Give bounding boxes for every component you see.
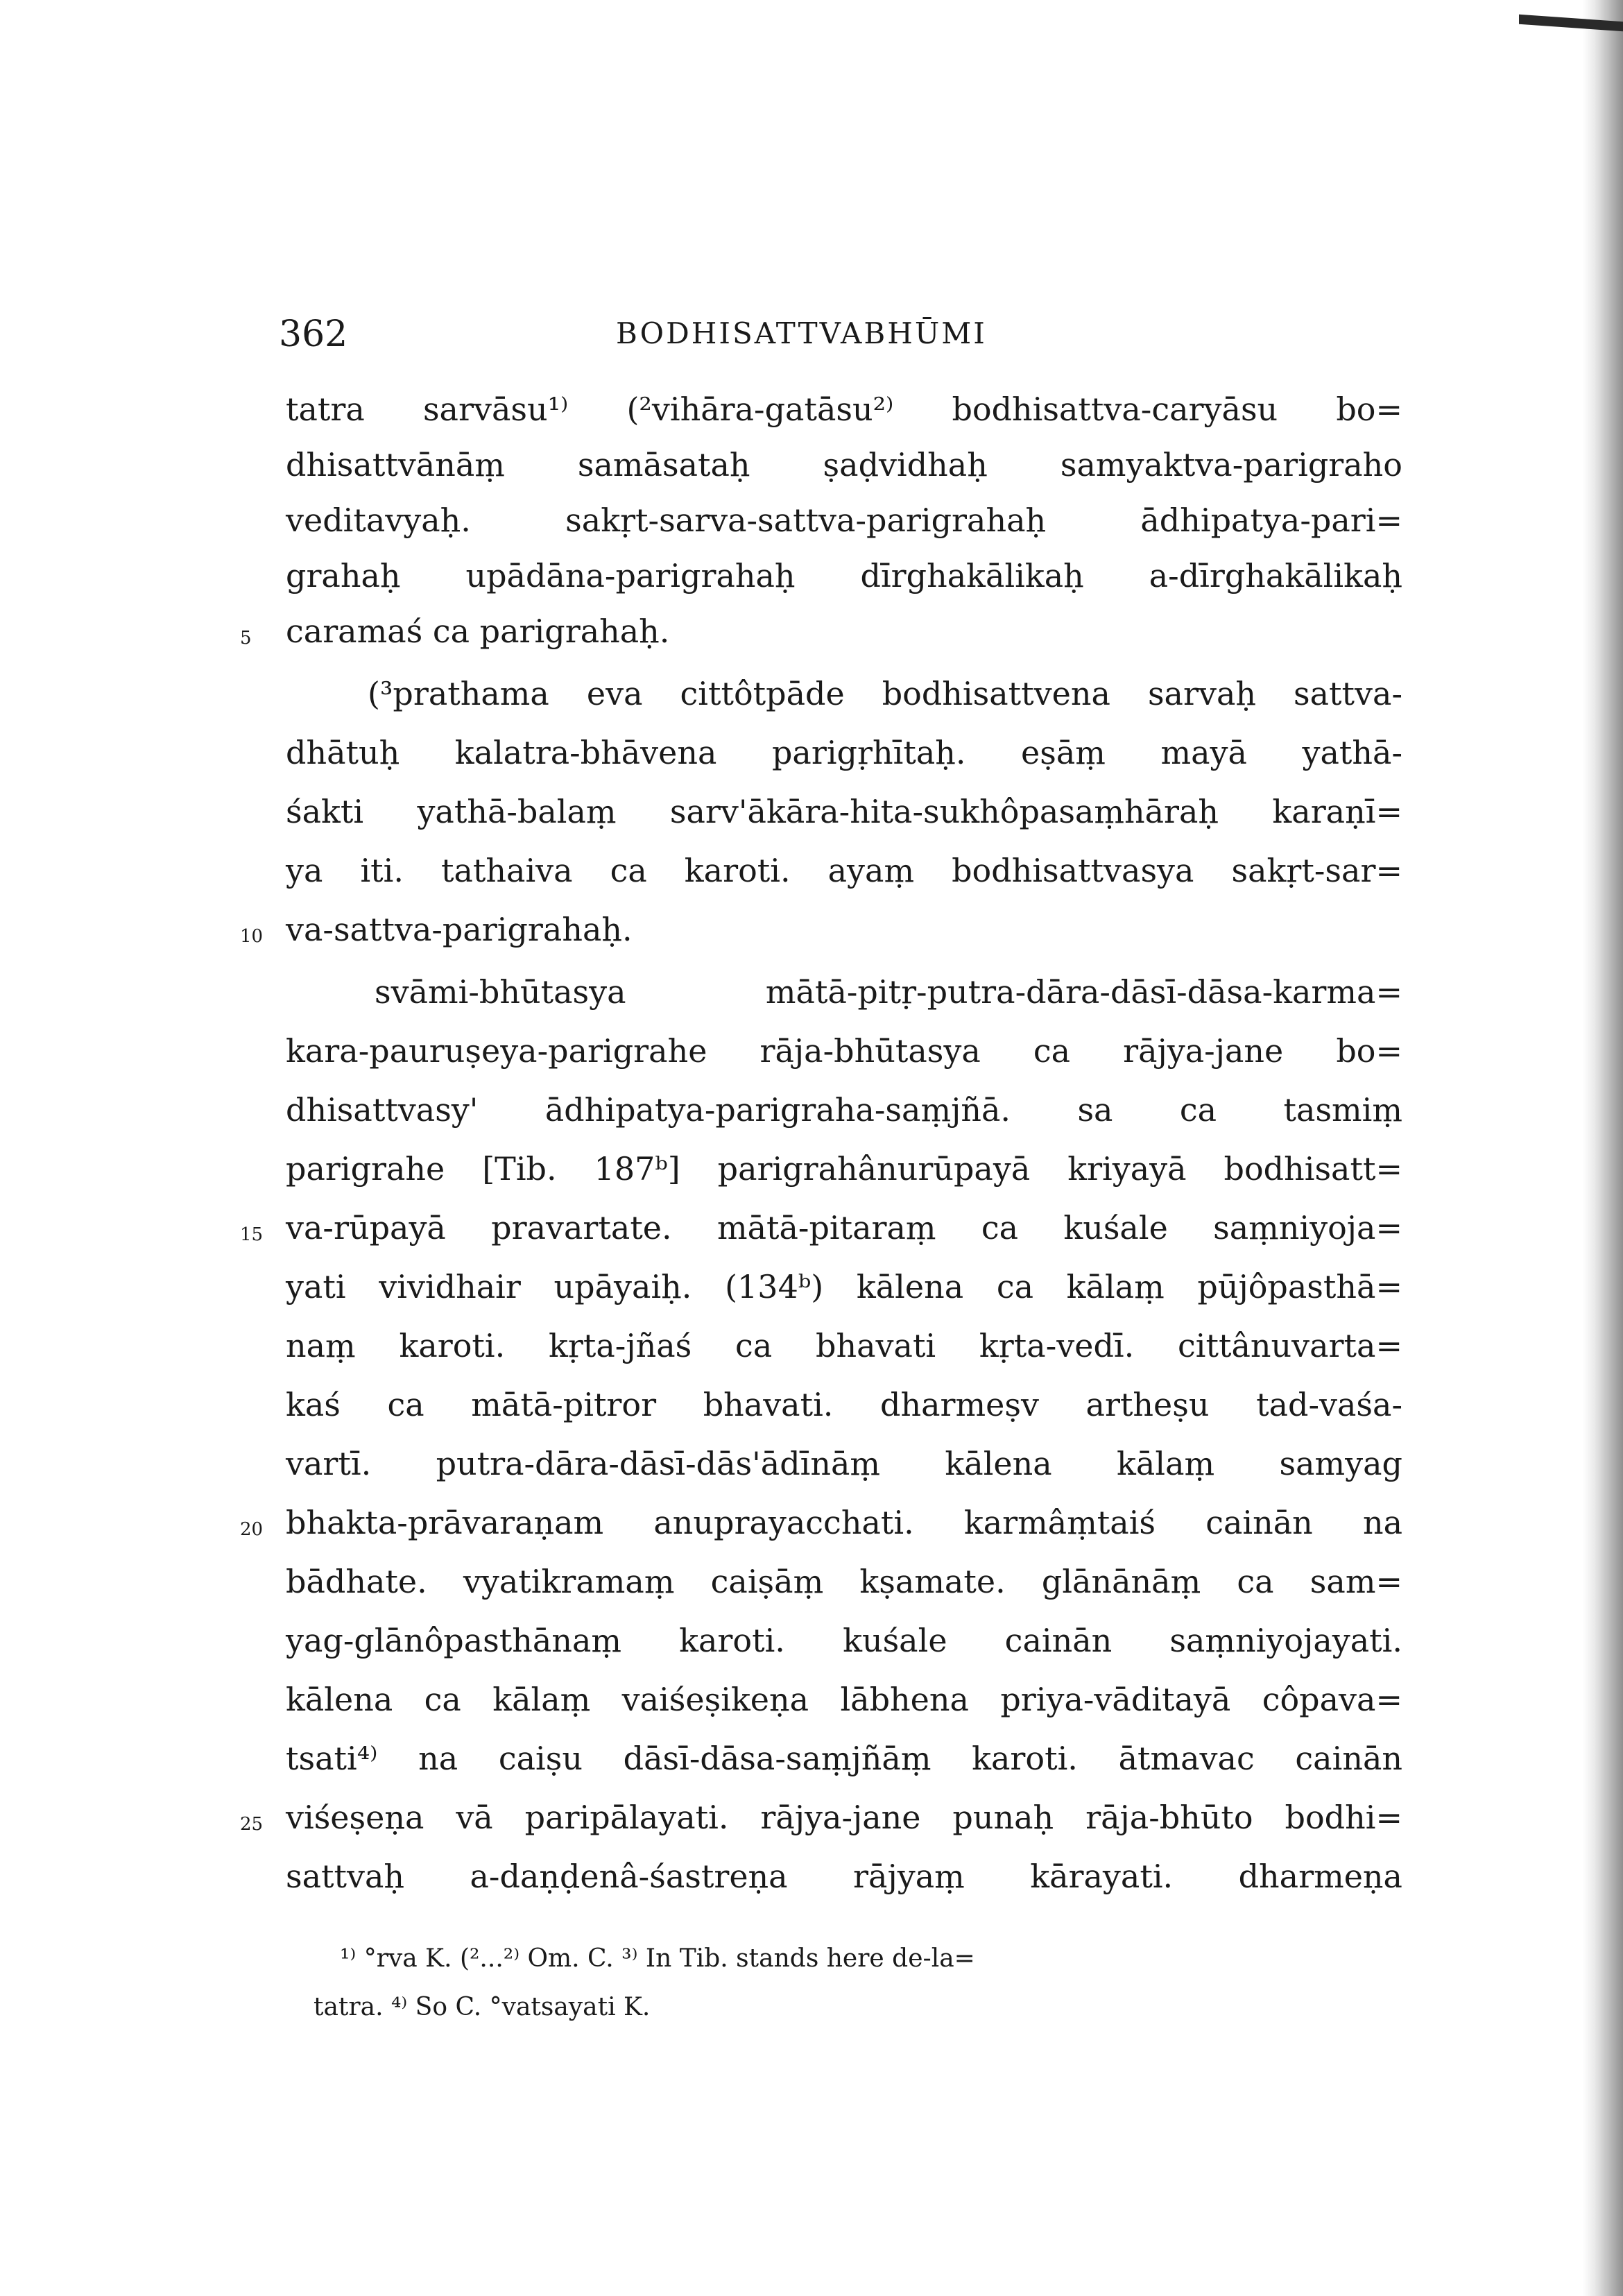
running-head: BODHISATTVABHŪMI <box>616 316 987 350</box>
text-line: sattvaḥ a-daṇḍenâ-śastreṇa rājyaṃ kārayati. dharmeṇa <box>286 1858 1402 1895</box>
text-line: caramaś ca parigrahaḥ. <box>286 612 670 650</box>
text-line: dhisattvānāṃ samāsataḥ ṣaḍvidhaḥ samyaktva-parigraho <box>286 446 1402 483</box>
line-number: 20 <box>240 1519 264 1540</box>
text-line: kara-pauruṣeya-parigrahe rāja-bhūtasya ca rājya-jane bo= <box>286 1032 1402 1070</box>
text-line: kaś ca mātā-pitror bhavati. dharmeṣv artheṣu tad-vaśa- <box>286 1386 1402 1423</box>
line-number: 5 <box>240 628 252 649</box>
text-line: kālena ca kālaṃ vaiśeṣikeṇa lābhena priya-vāditayā côpava= <box>286 1681 1402 1718</box>
text-line: dhātuḥ kalatra-bhāvena parigṛhītaḥ. eṣāṃ mayā yathā- <box>286 734 1402 771</box>
text-line: parigrahe [Tib. 187ᵇ] parigrahânurūpayā kriyayā bodhisatt= <box>286 1150 1402 1188</box>
text-line: va-rūpayā pravartate. mātā-pitaraṃ ca kuśale saṃniyoja= <box>286 1209 1402 1246</box>
text-line: śakti yathā-balaṃ sarv'ākāra-hita-sukhôpasaṃhāraḥ karaṇī= <box>286 793 1402 830</box>
text-line: bhakta-prāvaraṇam anuprayacchati. karmâṃtaiś cainān na <box>286 1504 1402 1541</box>
text-line: grahaḥ upādāna-parigrahaḥ dīrghakālikaḥ a-dīrghakālikaḥ <box>286 557 1402 594</box>
footnote-line: ¹⁾ °rva K. (²...²⁾ Om. C. ³⁾ In Tib. stands here de-la= <box>340 1944 975 1973</box>
text-line: (³prathama eva cittôtpāde bodhisattvena sarvaḥ sattva- <box>368 675 1402 712</box>
text-line: yag-glānôpasthānaṃ karoti. kuśale cainān saṃniyojayati. <box>286 1622 1402 1659</box>
page-number: 362 <box>279 314 348 355</box>
text-line: tsati⁴⁾ na caiṣu dāsī-dāsa-saṃjñāṃ karoti. ātmavac cainān <box>286 1740 1402 1777</box>
line-number: 25 <box>240 1814 264 1835</box>
text-line: yati vividhair upāyaiḥ. (134ᵇ) kālena ca kālaṃ pūjôpasthā= <box>286 1268 1402 1305</box>
line-number: 10 <box>240 926 264 947</box>
text-line: vartī. putra-dāra-dāsī-dās'ādīnāṃ kālena kālaṃ samyag <box>286 1445 1402 1482</box>
line-number: 15 <box>240 1224 264 1245</box>
text-line: ya iti. tathaiva ca karoti. ayaṃ bodhisattvasya sakṛt-sar= <box>286 852 1402 889</box>
page-edge-shadow <box>1583 0 1623 2296</box>
text-line: viśeṣeṇa vā paripālayati. rājya-jane punaḥ rāja-bhūto bodhi= <box>286 1799 1402 1836</box>
text-line: svāmi-bhūtasya mātā-pitṛ-putra-dāra-dāsī-dāsa-karma= <box>375 973 1402 1011</box>
text-line: bādhate. vyatikramaṃ caiṣāṃ kṣamate. glānānāṃ ca sam= <box>286 1563 1402 1600</box>
text-line: veditavyaḥ. sakṛt-sarva-sattva-parigrahaḥ ādhipatya-pari= <box>286 502 1402 539</box>
text-line: dhisattvasy' ādhipatya-parigraha-saṃjñā. sa ca tasmiṃ <box>286 1091 1402 1129</box>
text-line: va-sattva-parigrahaḥ. <box>286 911 633 948</box>
footnote-line: tatra. ⁴⁾ So C. °vatsayati K. <box>314 1993 651 2021</box>
text-line: tatra sarvāsu¹⁾ (²vihāra-gatāsu²⁾ bodhisattva-caryāsu bo= <box>286 391 1402 428</box>
text-line: naṃ karoti. kṛta-jñaś ca bhavati kṛta-vedī. cittânuvarta= <box>286 1327 1402 1364</box>
